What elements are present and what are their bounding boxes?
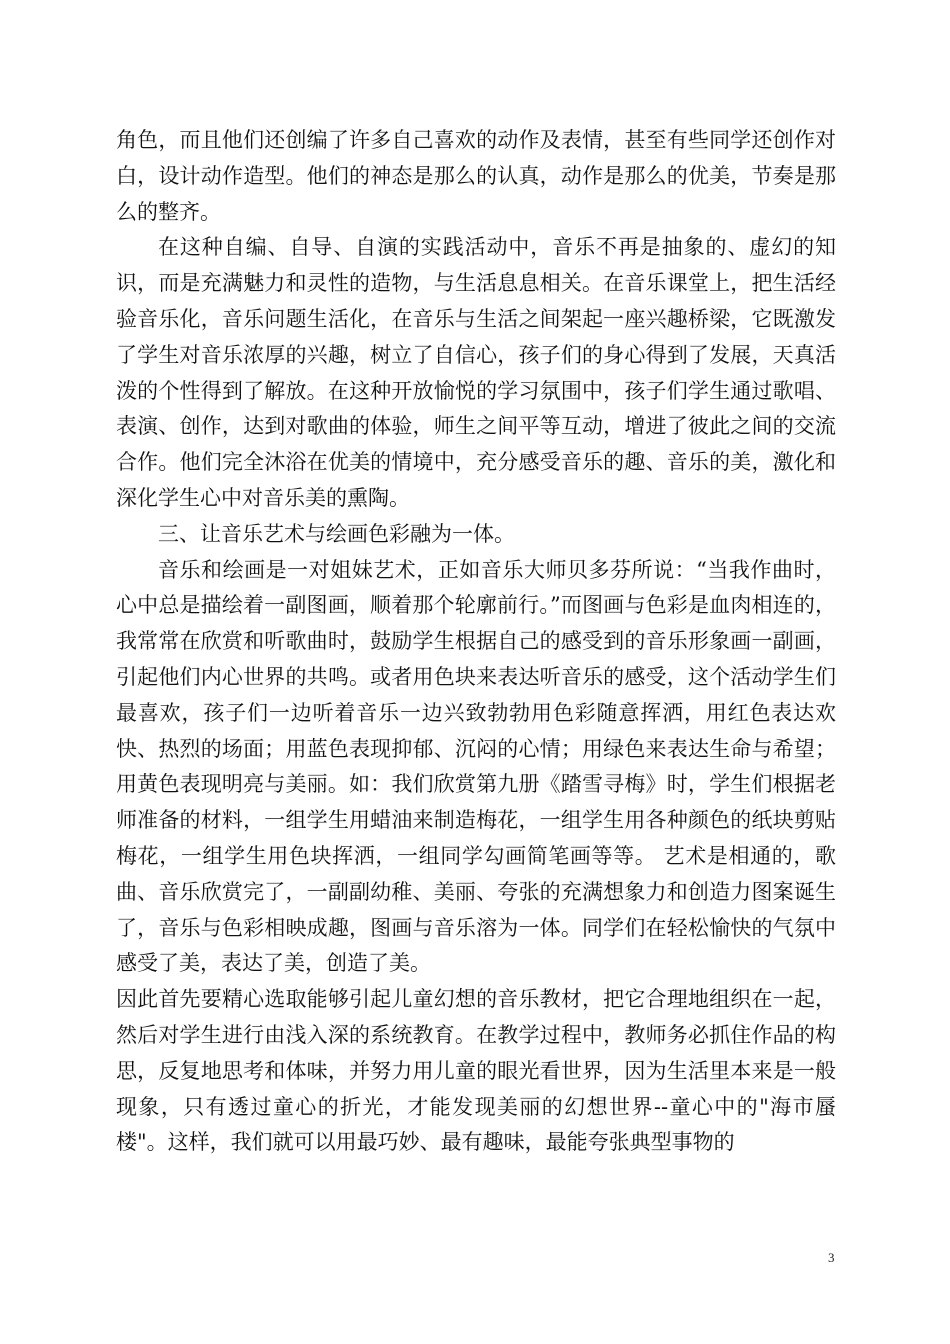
paragraph-4: 因此首先要精心选取能够引起儿童幻想的音乐教材，把它合理地组织在一起，然后对学生进行由浅入深的系统教育。在教学过程中，教师务必抓住作品的构思，反复地思考和体味，并努力用儿童的眼光看世界，因为生活里本来是一般现象，只有透过童心的折光，才能发现美丽的幻想世界--童心中的"海市蜃楼"。这样，我们就可以用最巧妙、最有趣味，最能夸张典型事物的: [116, 987, 836, 1155]
paragraph-3: 音乐和绘画是一对姐妹艺术，正如音乐大师贝多芬所说：“当我作曲时，心中总是描绘着一副图画，顺着那个轮廓前行。”而图画与色彩是血肉相连的，我常常在欣赏和听歌曲时，鼓励学生根据自己的感受到的音乐形象画一副画，引起他们内心世界的共鸣。或者用色块来表达听音乐的感受，这个活动学生们最喜欢，孩子们一边听着音乐一边兴致勃勃用色彩随意挥洒，用红色表达欢快、热烈的场面；用蓝色表现抑郁、沉闷的心情；用绿色来表达生命与希望；用黄色表现明亮与美丽。如：我们欣赏第九册《踏雪寻梅》时，学生们根据老师准备的材料，一组学生用蜡油来制造梅花，一组学生用各种颜色的纸块剪贴梅花，一组学生用色块挥洒，一组同学勾画简笔画等等。 艺术是相通的，歌曲、音乐欣赏完了，一副副幼稚、美丽、夸张的充满想象力和创造力图案诞生了，音乐与色彩相映成趣，图画与音乐溶为一体。同学们在轻松愉快的气氛中感受了美，表达了美，创造了美。: [116, 557, 836, 976]
document-body: [116, 123, 836, 1161]
section-heading: 三、让音乐艺术与绘画色彩融为一体。: [158, 521, 515, 546]
page-number: 3: [828, 1250, 835, 1265]
paragraph-2: 在这种自编、自导、自演的实践活动中，音乐不再是抽象的、虚幻的知识，而是充满魅力和灵性的造物，与生活息息相关。在音乐课堂上，把生活经验音乐化，音乐问题生活化，在音乐与生活之间架起一座兴趣桥梁，它既激发了学生对音乐浓厚的兴趣，树立了自信心，孩子们的身心得到了发展，天真活泼的个性得到了解放。在这种开放愉悦的学习氛围中，孩子们学生通过歌唱、表演、创作，达到对歌曲的体验，师生之间平等互动，增进了彼此之间的交流合作。他们完全沐浴在优美的情境中，充分感受音乐的趣、音乐的美，激化和深化学生心中对音乐美的熏陶。: [116, 235, 836, 510]
paragraph-1: 角色，而且他们还创编了许多自己喜欢的动作及表情，甚至有些同学还创作对白，设计动作造型。他们的神态是那么的认真，动作是那么的优美，节奏是那么的整齐。: [116, 128, 836, 224]
